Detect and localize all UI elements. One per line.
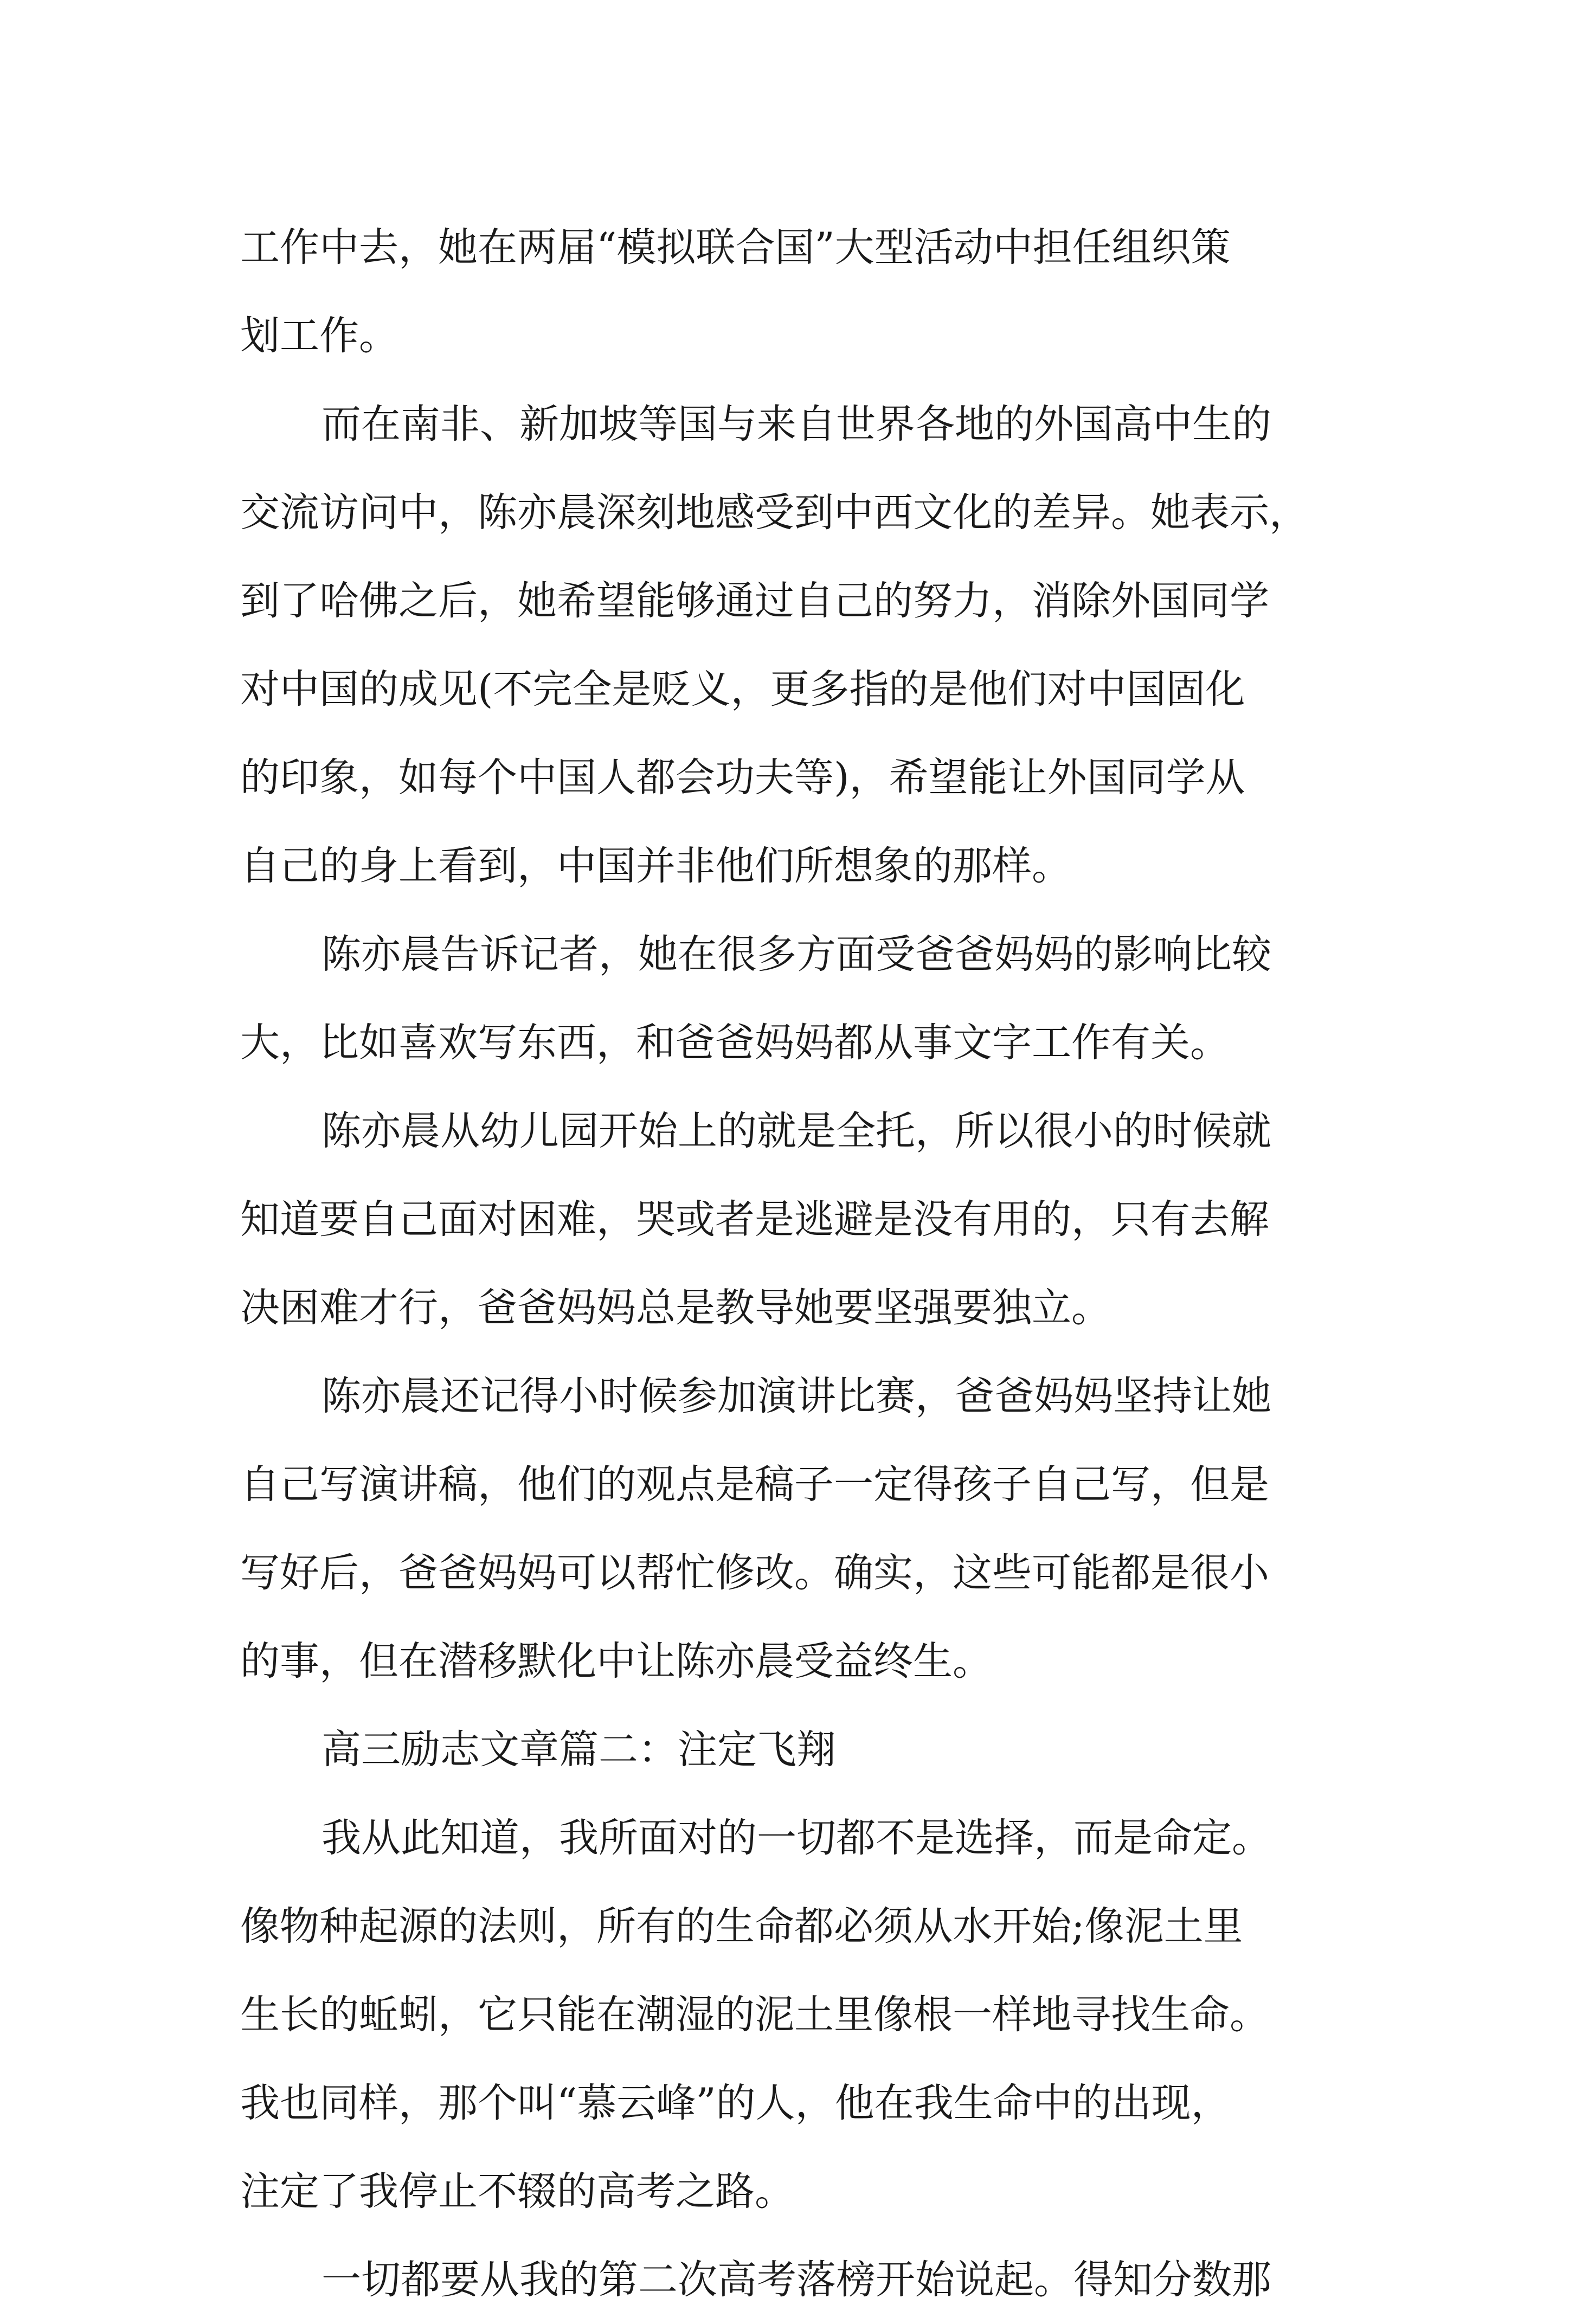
text-line: 一切都要从我的第二次高考落榜开始说起。得知分数那 <box>321 2257 1271 2303</box>
text-line: 写好后，爸爸妈妈可以帮忙修改。确实，这些可能都是很小 <box>240 1550 1269 1596</box>
text-line: 对中国的成见(不完全是贬义，更多指的是他们对中国固化 <box>240 666 1245 712</box>
text-line: 注定了我停止不辍的高考之路。 <box>240 2168 794 2214</box>
text-line: 交流访问中，陈亦晨深刻地感受到中西文化的差异。她表示， <box>240 490 1309 536</box>
text-line: 像物种起源的法则，所有的生命都必须从水开始;像泥土里 <box>240 1903 1243 1949</box>
text-line: 划工作。 <box>240 313 398 359</box>
document-body <box>240 203 1330 2324</box>
text-line: 到了哈佛之后，她希望能够通过自己的努力，消除外国同学 <box>240 578 1269 624</box>
text-line: 自己写演讲稿，他们的观点是稿子一定得孩子自己写，但是 <box>240 1462 1269 1508</box>
text-line: 陈亦晨告诉记者，她在很多方面受爸爸妈妈的影响比较 <box>321 931 1271 977</box>
text-line: 陈亦晨从幼儿园开始上的就是全托，所以很小的时候就 <box>321 1108 1271 1154</box>
section-heading: 高三励志文章篇二：注定飞翔 <box>321 1727 836 1773</box>
text-line: 的事，但在潜移默化中让陈亦晨受益终生。 <box>240 1638 992 1684</box>
text-line: 决困难才行，爸爸妈妈总是教导她要坚强要独立。 <box>240 1285 1111 1331</box>
text-line: 生长的蚯蚓，它只能在潮湿的泥土里像根一样地寻找生命。 <box>240 1992 1269 2038</box>
text-line: 的印象，如每个中国人都会功夫等)，希望能让外国同学从 <box>240 755 1245 801</box>
text-line: 工作中去，她在两届“模拟联合国”大型活动中担任组织策 <box>240 224 1231 271</box>
text-line: 知道要自己面对困难，哭或者是逃避是没有用的，只有去解 <box>240 1196 1269 1243</box>
text-line: 而在南非、新加坡等国与来自世界各地的外国高中生的 <box>321 401 1271 447</box>
text-line: 陈亦晨还记得小时候参加演讲比赛，爸爸妈妈坚持让她 <box>321 1373 1271 1419</box>
text-line: 我从此知道，我所面对的一切都不是选择，而是命定。 <box>321 1815 1271 1861</box>
text-line: 自己的身上看到，中国并非他们所想象的那样。 <box>240 843 1071 889</box>
text-line: 我也同样，那个叫“慕云峰”的人，他在我生命中的出现， <box>240 2080 1231 2126</box>
text-line: 大，比如喜欢写东西，和爸爸妈妈都从事文字工作有关。 <box>240 1020 1230 1066</box>
